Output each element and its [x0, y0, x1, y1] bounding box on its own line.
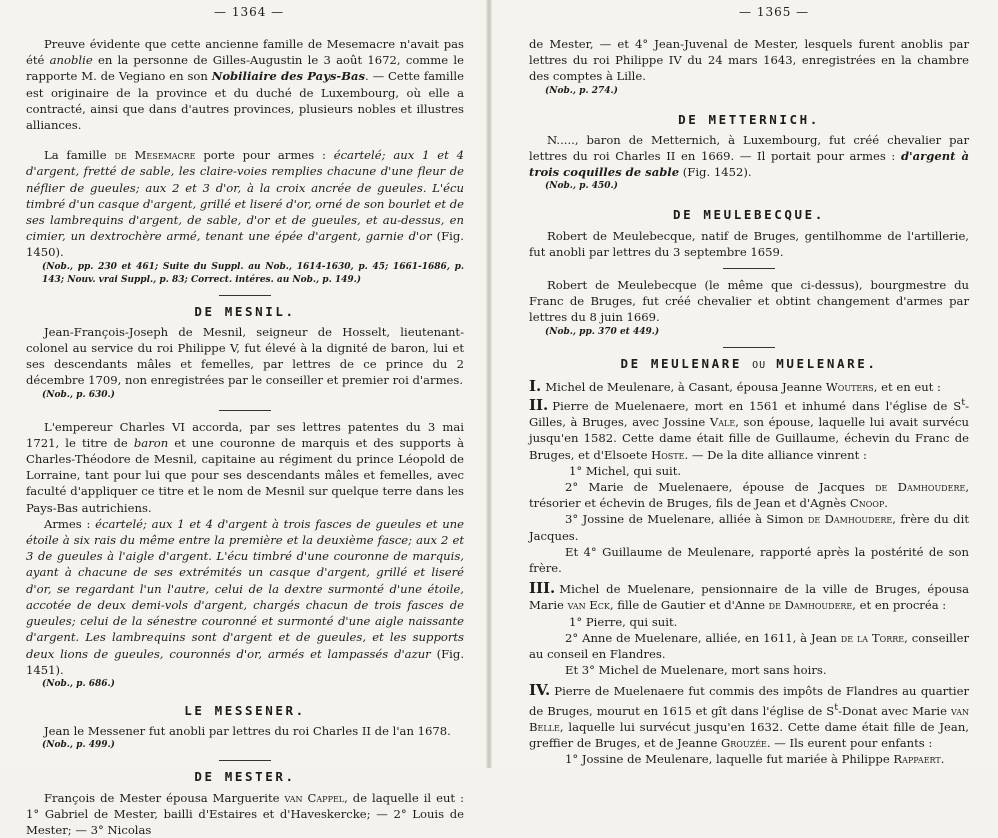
blazon-text: écartelé; aux 1 et 4 d'argent à trois fasces de gueules et une étoile à six rais du même entre la première et la deuxième fasce; aux 2 et 3 de gueules à l'aigle d'argent. L'écu timbré d'une couronne de marquis, ayant à chacune de ses extrémités un casque d'argent, grillé et liseré d'or, se regardant l'un l'autre, celui de la dextre surmonté d'une étoile, accotée de deux demi-vols d'argent, chargés chacun de trois fasces de gueules; celui de la sénestre couronné et surmonté d'une aigle naissante d'argent. Les lambrequins sont d'argent et de gueules, et les supports deux lions de gueules, couronnés d'or, armés et lampassés d'azur [26, 516, 464, 661]
family-name: de Damhoudere [768, 598, 853, 613]
family-name: van Cappel [284, 790, 345, 805]
text-run: (Fig. 1452). [679, 165, 752, 180]
child-entry [529, 511, 969, 543]
heading-part: OU [752, 359, 767, 371]
metternich-paragraph [529, 132, 969, 181]
family-name: de la Torre [840, 630, 905, 645]
family-name: Wouters [825, 379, 874, 394]
text-run: , et en eut : [873, 379, 941, 394]
family-name: Rappaert [893, 752, 941, 767]
family-name: Vale [709, 415, 736, 430]
heading-de-mester: DE MESTER. [194, 769, 296, 785]
section-divider [723, 347, 775, 348]
heading-part: DE MEULENARE [620, 355, 742, 371]
child-entry [529, 479, 969, 511]
generation-number: IV. [529, 681, 551, 700]
reference-note: (Nob., p. 630.) [42, 389, 115, 400]
text-run: 1° Jossine de Meulenare, laquelle fut mariée à Philippe [565, 752, 894, 767]
text-run: baron [133, 435, 169, 450]
family-name: de Damhoudere [807, 512, 893, 527]
heading-de-meulenare [529, 356, 969, 374]
text-run: Nobiliaire des Pays-Bas [211, 69, 366, 84]
text-run: , de laquelle il eut : 1° Gabriel de Mester, bailli d'Estaires et d'Haveskercke; — 2° Louis de Mester; — 3° Nicolas [26, 790, 464, 837]
mesnil-paragraph-2 [26, 419, 464, 516]
family-name: Hoste [651, 447, 685, 462]
child-entry: Et 4° Guillaume de Meulenare, rapporté après la postérité de son frère. [529, 544, 969, 575]
blazon-text: écartelé; aux 1 et 4 d'argent, fretté de sable, les claire-voies remplies chacune d'une fleur de néflier de gueules; aux 2 et 3 d'or, à la croix ancrée de gueules. L'écu timbré d'un casque d'argent, grillé et liseré d'or, orné de son bourlet et de ses lambrequins d'argent, de sable, d'or et de gueules, et au-dessus, en cimier, un dextrochère armé, tenant une épée d'argent, garnie d'or [26, 148, 464, 244]
family-name: van Belle [529, 703, 970, 734]
page-number-left: — 1364 — [214, 5, 285, 19]
text-run: , conseiller au conseil en Flandres. [529, 630, 969, 661]
text-run: 3° Jossine de Muelenare, alliée à Simon [565, 512, 808, 527]
family-name: Grouzée [721, 735, 767, 750]
generation-3 [529, 580, 969, 613]
text-run: , son épouse, laquelle lui avait survécu jusqu'en 1582. Cette dame était fille de Guillaume, échevin du Franc de Bruges, et d'Elsoete [529, 415, 969, 462]
mester-continuation: de Mester, — et 4° Jean-Juvenal de Mester, lesquels furent anoblis par lettres du roi Philippe IV du 24 mars 1643, enregistrées en la chambre des comptes à Lille. [529, 37, 969, 84]
text-run: , fille de Gautier et d'Anne [609, 598, 769, 613]
preuve-paragraph [26, 36, 464, 133]
text-run: . [884, 496, 888, 511]
text-run: N....., baron de Metternich, à Luxembourg, fut créé chevalier par lettres du roi Charles II en 1669. — Il portait pour armes : [529, 132, 969, 164]
right-page [491, 0, 998, 768]
text-run: . — Cette famille est originaire de la province et du duché de Luxembourg, où elle a contracté, ainsi que dans d'autres provinces, plusieurs nobles et illustres alliances. [26, 69, 464, 133]
text-run: 2° Anne de Muelenare, alliée, en 1611, à Jean [565, 630, 841, 645]
family-name: de Damhoudere [875, 479, 966, 494]
text-run: François de Mester épousa Marguerite [44, 790, 285, 805]
text-run: , laquelle lui survécut jusqu'en 1632. Cette dame était fille de Jean, greffier de Bruges, et de Jeanne [529, 719, 969, 750]
meulebecque-paragraph-1: Robert de Meulebecque, natif de Bruges, gentilhomme de l'artillerie, fut anobli par lettres du 3 septembre 1659. [529, 228, 969, 259]
reference-note: (Nob., pp. 230 et 461; Suite du Suppl. au Nob., 1614-1630, p. 45; 1661-1686, p. 143; Nouv. vrai Suppl., p. 83; Correct. intéres. au Nob., p. 149.) [42, 261, 464, 285]
left-page-content [26, 30, 464, 838]
blazon-text: d'argent à trois coquilles de sable [529, 149, 969, 180]
text-run: , et en procréa : [852, 598, 947, 613]
child-entry: 1° Pierre, qui suit. [569, 614, 678, 629]
text-run: Pierre de Muelenaere fut commis des impôts de Flandres au quartier de Bruges, mourut en 1615 et gît dans l'église de S [529, 684, 969, 718]
generation-number: I. [529, 376, 542, 395]
section-divider [723, 268, 775, 269]
mesnil-arms-paragraph [26, 516, 464, 678]
reference-note: (Nob., p. 274.) [545, 85, 618, 96]
generation-1 [529, 378, 969, 395]
reference-note: (Nob., p. 499.) [42, 740, 115, 751]
mesemacre-arms-paragraph [26, 147, 464, 260]
text-run: L'empereur Charles VI accorda, par ses lettres patentes du 3 mai 1721, le titre de [26, 419, 464, 450]
family-name: van Eck [567, 598, 610, 613]
text-run: . — De la dite alliance vinrent : [684, 447, 867, 462]
heading-de-metternich: DE METTERNICH. [678, 111, 820, 127]
text-run: (Fig. 1450). [26, 229, 464, 260]
generation-number: II. [529, 395, 549, 414]
text-run: en la personne de Gilles-Augustin le 3 août 1672, comme le rapporte M. de Vegiano en son [26, 53, 464, 84]
reference-note: (Nob., pp. 370 et 449.) [545, 326, 660, 337]
generation-number: III. [529, 579, 556, 598]
meulebecque-paragraph-2: Robert de Meulebecque (le même que ci-dessus), bourgmestre du Franc de Bruges, fut créé chevalier et obtint changement d'armes par lettres du 8 juin 1669. [529, 278, 969, 325]
reference-note: (Nob., p. 450.) [545, 181, 618, 192]
text-run: . [940, 752, 945, 767]
text-run: Michel de Meulenare, à Casant, épousa Jeanne [545, 379, 826, 394]
text-run: Michel de Muelenare, pensionnaire de la ville de Bruges, épousa Marie [529, 582, 969, 613]
section-divider [219, 295, 271, 296]
text-run: . — Ils eurent pour enfants : [766, 735, 933, 750]
messener-paragraph: Jean le Messener fut anobli par lettres du roi Charles II de l'an 1678. [44, 724, 451, 739]
text-run: anoblie [49, 53, 93, 68]
heading-le-messener: LE MESSENER. [184, 702, 306, 718]
generation-4 [529, 682, 969, 751]
page-number-right: — 1365 — [739, 5, 810, 19]
text-run: , frère du dit Jacques. [529, 512, 969, 543]
child-entry: 1° Michel, qui suit. [569, 463, 682, 478]
reference-note: (Nob., p. 686.) [42, 678, 115, 689]
section-divider [219, 410, 271, 411]
mester-paragraph [26, 790, 464, 838]
heading-part: MUELENARE. [776, 355, 878, 371]
left-page [0, 0, 487, 837]
right-page-content [529, 30, 969, 767]
text-run: (Fig. 1451). [26, 646, 464, 677]
text-run: La famille [44, 148, 115, 163]
text-run: -Gilles, à Bruges, avec Jossine [529, 398, 969, 430]
text-run: Armes : [44, 516, 96, 531]
child-entry [529, 751, 969, 767]
mesnil-paragraph-1: Jean-François-Joseph de Mesnil, seigneur de Hosselt, lieutenant-colonel au service du roi Philippe V, fut élevé à la dignité de baron, lui et ses descendants mâles et femelles, par lettres de ce prince du 2 décembre 1709, non enregistrées par le conseiller et premier roi d'armes. [26, 324, 464, 388]
family-name: Cnoop [849, 496, 885, 511]
text-run: Preuve évidente que cette ancienne famille de Mesemacre n'avait pas été [26, 37, 464, 68]
heading-de-mesnil: DE MESNIL. [194, 303, 296, 319]
generation-2 [529, 395, 969, 463]
family-name: de Mesemacre [114, 148, 196, 163]
section-divider [219, 760, 271, 761]
child-entry [529, 630, 969, 662]
superscript: t [834, 701, 839, 713]
superscript: t [961, 397, 966, 409]
text-run: et une couronne de marquis et des supports à Charles-Théodore de Mesnil, capitaine au régiment du prince Léopold de Lorraine, tant pour lui que pour ses descendants mâles et femelles, avec faculté d'appliquer ce titre et le nom de Mesnil sur quelque terre dans les Pays-Bas autrichiens. [26, 435, 464, 515]
text-run: Pierre de Muelenaere, mort en 1561 et inhumé dans l'église de S [552, 398, 962, 413]
text-run: 2° Marie de Muelenaere, épouse de Jacques [565, 479, 876, 494]
heading-de-meulebecque: DE MEULEBECQUE. [673, 207, 825, 223]
text-run: -Donat avec Marie [838, 703, 951, 718]
child-entry: Et 3° Michel de Muelenare, mort sans hoirs. [565, 663, 827, 678]
text-run: , trésorier et échevin de Bruges, fils de Jean et d'Agnès [529, 479, 969, 511]
text-run: porte pour armes : [195, 148, 334, 163]
